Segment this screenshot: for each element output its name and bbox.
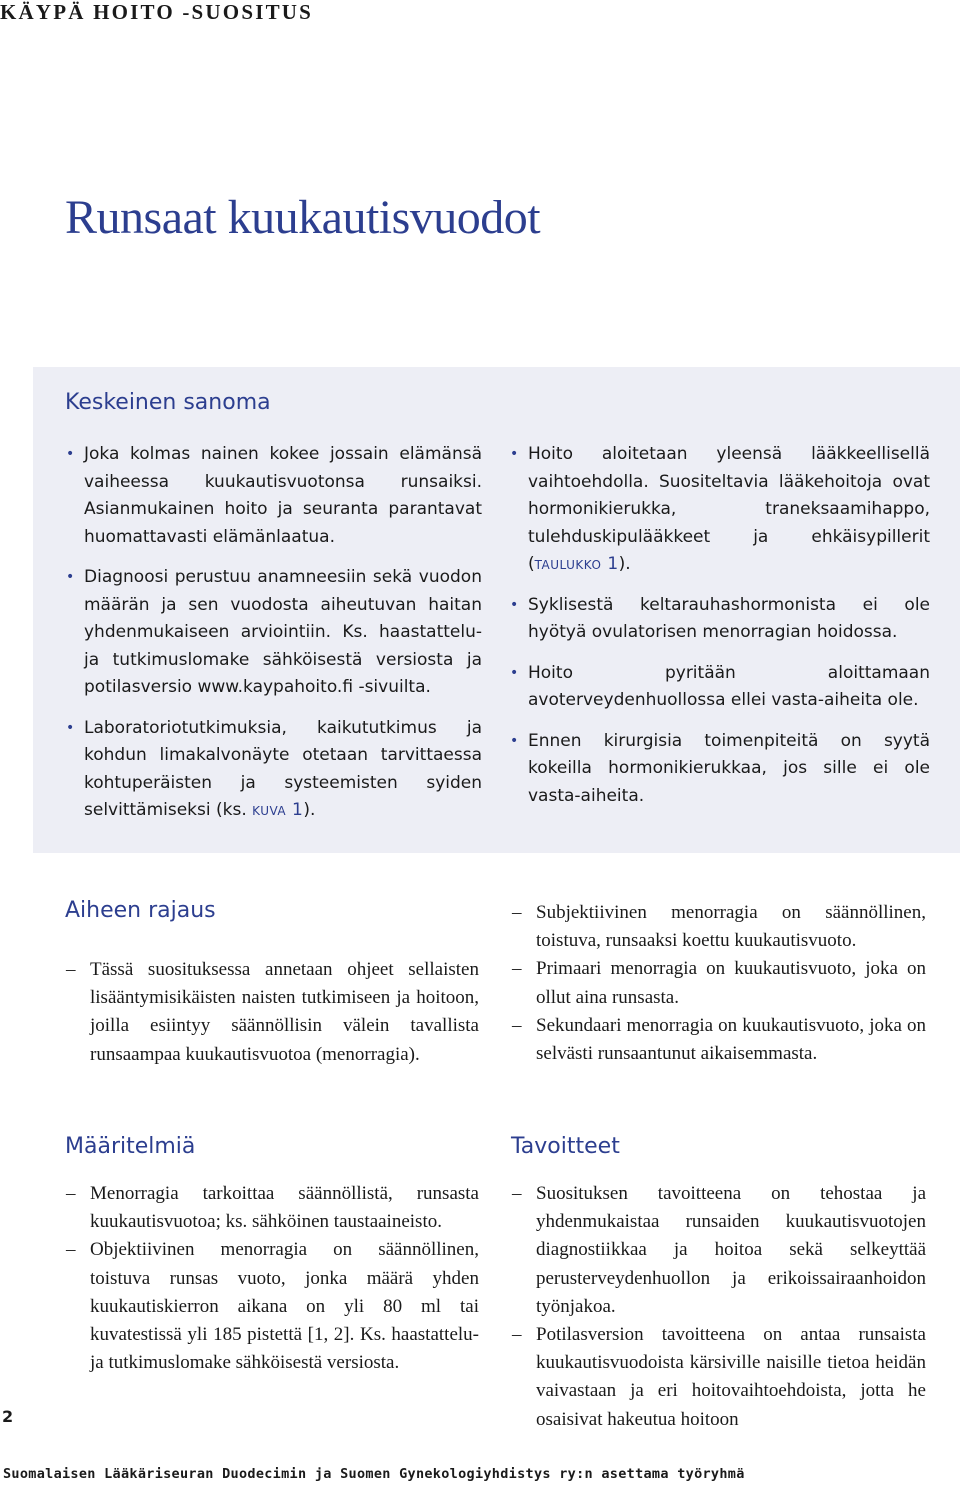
key-message-item: • Ennen kirurgisia toimenpiteitä on syytä kokeilla hormonikierukkaa, jos sille ei ole vasta-aiheita. [510,728,930,811]
key-message-item: • Laboratoriotutkimuksia, kaikututkimus ja kohdun limakalvonäyte otetaan tarvittaessa kohtuperäisten ja systeemisten syiden selvittämiseksi (ks. kuva 1). [66,715,482,825]
scope-left-column [66,956,479,1069]
key-message-item: • Syklisestä keltarauhashormonista ei ole hyötyä ovulatorisen menorragian hoidossa. [510,592,930,647]
table-reference-link[interactable]: taulukko 1 [534,554,619,574]
key-message-heading: Keskeinen sanoma [65,390,271,415]
definitions-heading: Määritelmiä [65,1134,196,1159]
scope-heading: Aiheen rajaus [65,898,216,923]
key-message-right-column [510,441,930,823]
key-message-item: • Diagnoosi perustuu anamneesiin sekä vuodon määrän ja sen vuodosta aiheutuvan haitan yhdenmukaiseen arviointiin. Ks. haastattelu- ja tutkimuslomake sähköisestä versiosta ja potilasversio www.kaypahoito.fi -sivuilta. [66,564,482,702]
key-message-left-column [66,441,482,838]
goal-item: – Potilasversion tavoitteena on antaa runsaista kuukautisvuodoista kärsiville naisille tietoa heidän vaivastaan ja eri hoitovaihtoehdoista, jotta he osaisivat hakeutua hoitoon [512,1321,926,1434]
key-message-item: • Joka kolmas nainen kokee jossain elämänsä vaiheessa kuukautisvuotonsa runsaiksi. Asianmukainen hoito ja seuranta parantavat huomattavasti elämänlaatua. [66,441,482,551]
definition-item: – Objektiivinen menorragia on säännöllinen, toistuva runsas vuoto, jonka määrä yhden kuukautiskierron aikana on yli 80 ml tai kuvatestissä yli 185 pistettä [1, 2]. Ks. haastattelu- ja tutkimuslomake sähköisestä versiosta. [66,1236,479,1377]
goals-column [512,1180,926,1434]
page-title: Runsaat kuukautisvuodot [65,191,541,244]
scope-item: – Primaari menorragia on kuukautisvuoto, joka on ollut aina runsasta. [512,955,926,1011]
goal-item: – Suosituksen tavoitteena on tehostaa ja yhdenmukaistaa runsaiden kuukautisvuotojen diagnostiikkaa ja hoitoa sekä selkeyttää perusterveydenhuollon ja erikoissairaanhoidon työnjakoa. [512,1180,926,1321]
series-title: KÄYPÄ HOITO -SUOSITUS [0,0,314,24]
figure-reference-link[interactable]: kuva 1 [252,800,304,820]
key-message-item: • Hoito aloitetaan yleensä lääkkeellisellä vaihtoehdolla. Suositeltavia lääkehoitoja ovat hormonikierukka, traneksaamihappo, tulehduskipulääkkeet ja ehkäisypillerit (taulukko 1). [510,441,930,579]
scope-item: – Tässä suosituksessa annetaan ohjeet sellaisten lisääntymisikäisten naisten tutkimiseen ja hoitoon, joilla esiintyy säännöllisin välein tavallista runsaampaa kuukautisvuotoa (menorragia). [66,956,479,1069]
scope-right-column [512,899,926,1068]
definition-item: – Menorragia tarkoittaa säännöllistä, runsasta kuukautisvuotoa; ks. sähköinen taustaaineisto. [66,1180,479,1236]
definitions-column [66,1180,479,1377]
goals-heading: Tavoitteet [511,1134,620,1159]
page-number: 2 [2,1407,14,1426]
scope-item: – Sekundaari menorragia on kuukautisvuoto, joka on selvästi runsaantunut aikaisemmasta. [512,1012,926,1068]
key-message-item: • Hoito pyritään aloittamaan avoterveydenhuollossa ellei vasta-aiheita ole. [510,660,930,715]
scope-item: – Subjektiivinen menorragia on säännöllinen, toistuva, runsaaksi koettu kuukautisvuoto. [512,899,926,955]
footer-text: Suomalaisen Lääkäriseuran Duodecimin ja Suomen Gynekologiyhdistys ry:n asettama työryhmä [3,1466,745,1482]
